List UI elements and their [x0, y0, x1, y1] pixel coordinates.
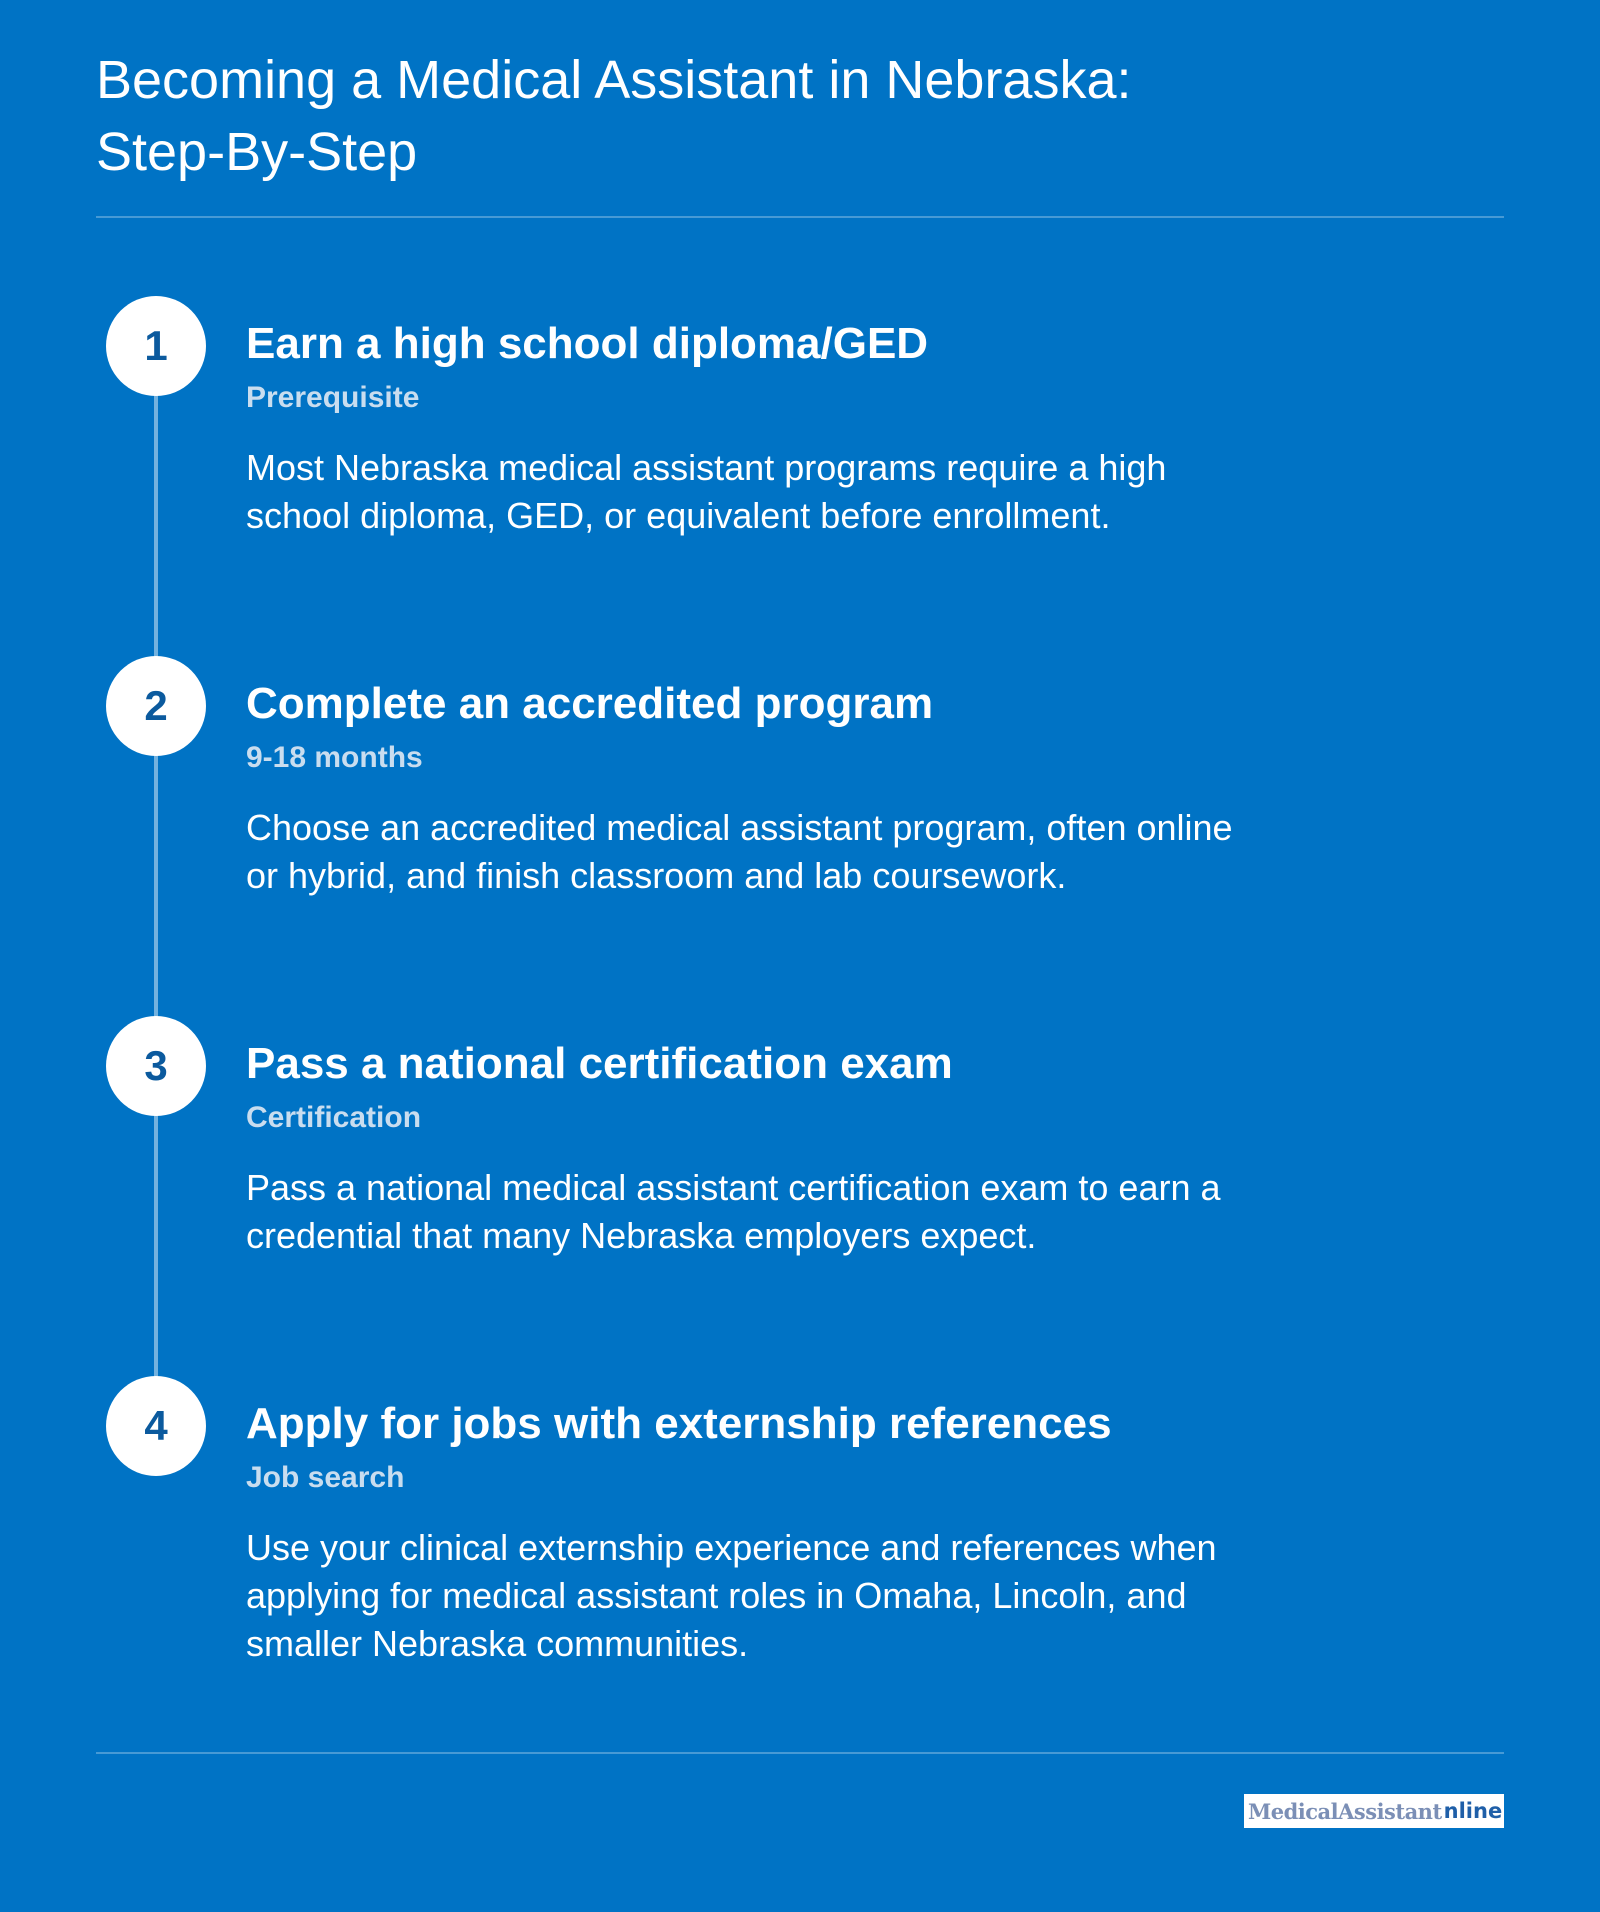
- page-title-line-1: Becoming a Medical Assistant in Nebraska:: [96, 50, 1132, 110]
- step-number-circle: 2: [106, 656, 206, 756]
- logo-text-suffix: nline: [1443, 1799, 1503, 1823]
- logo-text-main: MedicalAssistant: [1248, 1798, 1442, 1824]
- step-number-circle: 4: [106, 1376, 206, 1476]
- timeline-connector: [154, 346, 158, 1386]
- page-title-line-2: Step-By-Step: [96, 122, 418, 182]
- step-description: Pass a national medical assistant certification exam to earn a credential that many Nebraska employers expect.: [246, 1167, 1221, 1256]
- step-tag: Certification: [246, 1101, 422, 1134]
- brand-logo[interactable]: [1244, 1794, 1504, 1828]
- step-number-circle: 3: [106, 1016, 206, 1116]
- step-description: Use your clinical externship experience and references when applying for medical assistant roles in Omaha, Lincoln, and smaller Nebraska communities.: [246, 1527, 1217, 1664]
- step-description: Most Nebraska medical assistant programs require a high school diploma, GED, or equivalent before enrollment.: [246, 447, 1167, 536]
- step-title: Apply for jobs with externship references: [246, 1399, 1112, 1448]
- step-description: Choose an accredited medical assistant program, often online or hybrid, and finish classroom and lab coursework.: [246, 807, 1233, 896]
- step-title: Earn a high school diploma/GED: [246, 319, 929, 368]
- bottom-divider: [96, 1752, 1504, 1754]
- step-tag: Job search: [246, 1461, 405, 1494]
- top-divider: [96, 216, 1504, 218]
- step-title: Pass a national certification exam: [246, 1039, 953, 1088]
- step-tag: Prerequisite: [246, 381, 420, 414]
- step-tag: 9-18 months: [246, 741, 423, 774]
- step-title: Complete an accredited program: [246, 679, 934, 728]
- page-title: [96, 44, 1396, 188]
- step-number-circle: 1: [106, 296, 206, 396]
